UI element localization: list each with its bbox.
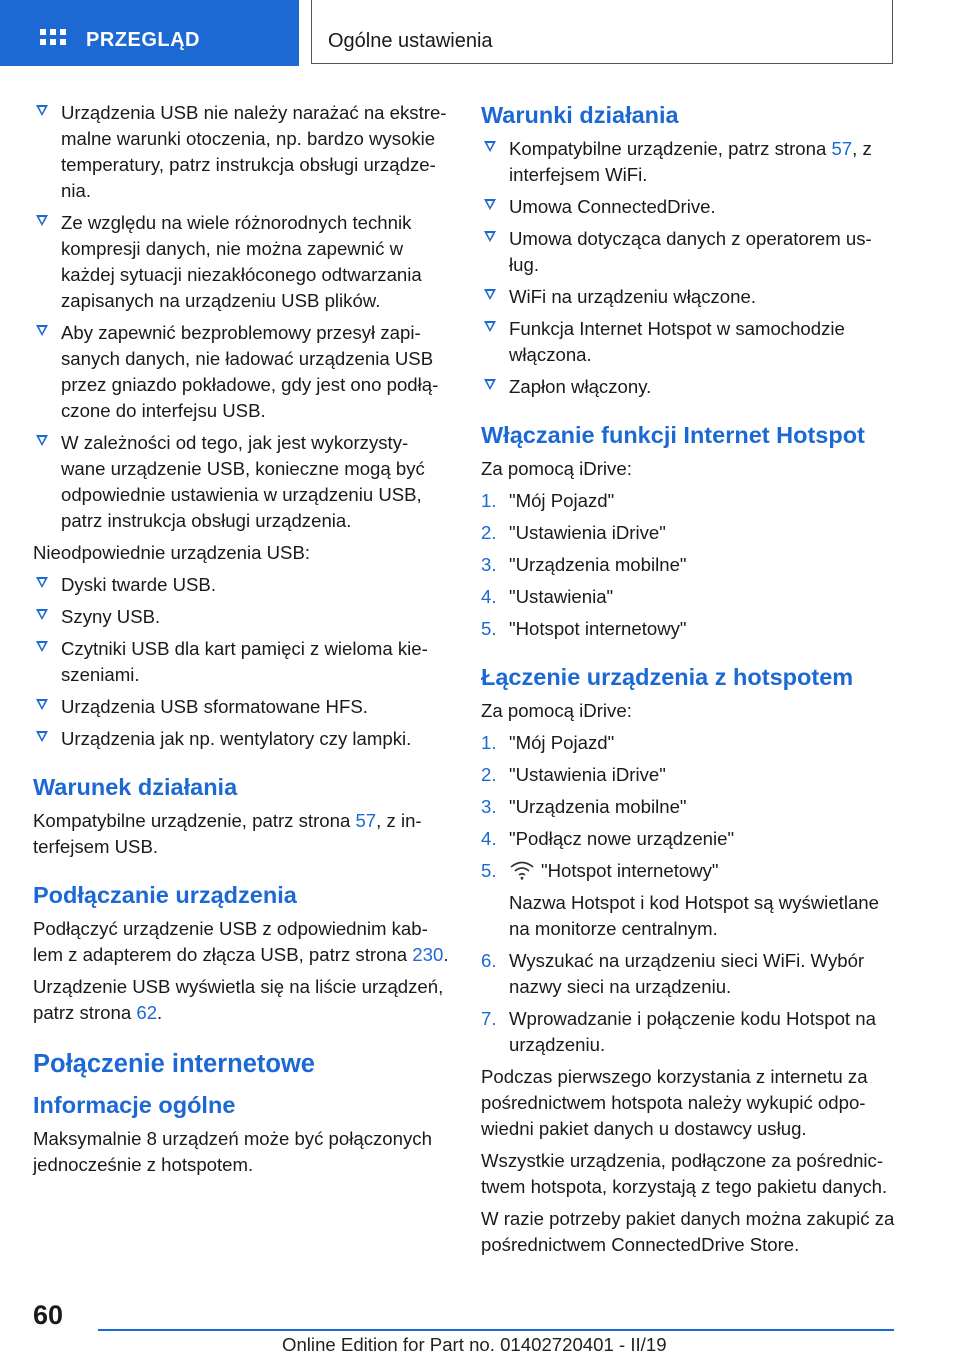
tab-section-label: Ogólne ustawienia bbox=[328, 30, 493, 52]
triangle-bullet-icon bbox=[484, 321, 496, 332]
list-item: Funkcja Internet Hotspot w samochodzie włączona. bbox=[481, 316, 901, 368]
step-item: 5. "Hotspot internetowy" bbox=[481, 618, 687, 639]
tab-section[interactable] bbox=[311, 0, 893, 64]
page-link[interactable]: 62 bbox=[136, 1002, 158, 1023]
section-heading: Podłączanie urządzenia bbox=[33, 882, 297, 908]
step-item: 7. Wprowadzanie i połączenie kodu Hotspot na urządzeniu. bbox=[481, 1008, 876, 1055]
right-column bbox=[481, 100, 901, 1264]
section-heading: Warunki działania bbox=[481, 102, 679, 128]
page-number: 60 bbox=[33, 1300, 64, 1330]
section-heading: Włączanie funkcji Internet Hotspot bbox=[481, 422, 865, 448]
tab-overview-label: PRZEGLĄD bbox=[86, 29, 200, 51]
triangle-bullet-icon bbox=[36, 577, 48, 588]
triangle-bullet-icon bbox=[36, 105, 48, 116]
paragraph: Urządzenie USB wyświetla się na liście urządzeń, patrz strona 62. bbox=[33, 976, 444, 1023]
page-header bbox=[0, 0, 960, 66]
list-item: Urządzenia USB nie należy narażać na ekstre- malne warunki otoczenia, np. bardzo wysokie temperatury, patrz instrukcja obsługi urządze- nia. bbox=[33, 100, 451, 204]
step-item: 3. "Urządzenia mobilne" bbox=[481, 554, 687, 575]
step-item: 2. "Ustawienia iDrive" bbox=[481, 764, 666, 785]
triangle-bullet-icon bbox=[484, 289, 496, 300]
list-item: WiFi na urządzeniu włączone. bbox=[481, 284, 901, 310]
step-item: 1. "Mój Pojazd" bbox=[481, 732, 615, 753]
list-item: Umowa dotycząca danych z operatorem us- ług. bbox=[481, 226, 901, 278]
triangle-bullet-icon bbox=[36, 641, 48, 652]
step-item: 2. "Ustawienia iDrive" bbox=[481, 522, 666, 543]
page-link[interactable]: 57 bbox=[355, 810, 377, 831]
paragraph: Podczas pierwszego korzystania z internetu za pośrednictwem hotspota należy wykupić odpo- wiedni pakiet danych u dostawcy usług. bbox=[481, 1066, 868, 1139]
triangle-bullet-icon bbox=[36, 609, 48, 620]
step-item: 4. "Podłącz nowe urządzenie" bbox=[481, 828, 735, 849]
list-item: Umowa ConnectedDrive. bbox=[481, 194, 901, 220]
list-item: Kompatybilne urządzenie, patrz strona 57, z interfejsem WiFi. bbox=[481, 136, 901, 188]
triangle-bullet-icon bbox=[36, 435, 48, 446]
triangle-bullet-icon bbox=[484, 231, 496, 242]
list-item: Ze względu na wiele różnorodnych technik kompresji danych, nie można zapewnić w każdej sytuacji niezakłóconego odtwarzania zapisanych na urządzeniu USB plików. bbox=[33, 210, 451, 314]
section-heading: Łączenie urządzenia z hotspotem bbox=[481, 664, 854, 690]
section-heading: Warunek działania bbox=[33, 774, 238, 800]
grid-icon bbox=[40, 29, 68, 51]
paragraph: Za pomocą iDrive: bbox=[481, 458, 632, 479]
list-item: Dyski twarde USB. bbox=[33, 572, 451, 598]
section-heading: Informacje ogólne bbox=[33, 1092, 236, 1118]
step-item: 4. "Ustawienia" bbox=[481, 586, 614, 607]
triangle-bullet-icon bbox=[36, 731, 48, 742]
step-item: 5. "Hotspot internetowy" bbox=[481, 860, 719, 881]
paragraph: Maksymalnie 8 urządzeń może być połączonych jednocześnie z hotspotem. bbox=[33, 1128, 432, 1175]
chapter-heading: Połączenie internetowe bbox=[33, 1050, 315, 1078]
list-item: Urządzenia USB sformatowane HFS. bbox=[33, 694, 451, 720]
unsuitable-intro: Nieodpowiednie urządzenia USB: bbox=[33, 542, 311, 563]
paragraph: W razie potrzeby pakiet danych można zakupić za pośrednictwem ConnectedDrive Store. bbox=[481, 1208, 895, 1255]
triangle-bullet-icon bbox=[484, 379, 496, 390]
paragraph: Podłączyć urządzenie USB z odpowiednim kab- lem z adapterem do złącza USB, patrz strona 230. bbox=[33, 918, 449, 965]
list-item: Urządzenia jak np. wentylatory czy lampki. bbox=[33, 726, 451, 752]
paragraph: Wszystkie urządzenia, podłączone za pośrednic- twem hotspota, korzystają z tego pakietu danych. bbox=[481, 1150, 888, 1197]
triangle-bullet-icon bbox=[36, 325, 48, 336]
paragraph: Kompatybilne urządzenie, patrz strona 57, z in- terfejsem USB. bbox=[33, 810, 422, 857]
step-item: 3. "Urządzenia mobilne" bbox=[481, 796, 687, 817]
list-item: Aby zapewnić bezproblemowy przesył zapi- sanych danych, nie ładować urządzenia USB przez gniazdo pokładowe, gdy jest ono podłą- czone do interfejsu USB. bbox=[33, 320, 451, 424]
triangle-bullet-icon bbox=[484, 141, 496, 152]
step-note: Nazwa Hotspot i kod Hotspot są wyświetlane na monitorze centralnym. bbox=[509, 892, 879, 939]
edition-text: Online Edition for Part no. 01402720401 - II/19 bbox=[282, 1334, 667, 1355]
paragraph: Za pomocą iDrive: bbox=[481, 700, 632, 721]
page-link[interactable]: 230 bbox=[412, 944, 444, 965]
step-item: 6. Wyszukać na urządzeniu sieci WiFi. Wybór nazwy sieci na urządzeniu. bbox=[481, 950, 865, 997]
left-column bbox=[33, 100, 451, 1184]
tab-overview[interactable] bbox=[0, 0, 299, 66]
list-item: Czytniki USB dla kart pamięci z wieloma kie- szeniami. bbox=[33, 636, 451, 688]
list-item: Zapłon włączony. bbox=[481, 374, 901, 400]
step-item: 1. "Mój Pojazd" bbox=[481, 490, 615, 511]
triangle-bullet-icon bbox=[36, 215, 48, 226]
list-item: Szyny USB. bbox=[33, 604, 451, 630]
list-item: W zależności od tego, jak jest wykorzysty- wane urządzenie USB, konieczne mogą być odpowiednie ustawienia w urządzeniu USB, patrz instrukcja obsługi urządzenia. bbox=[33, 430, 451, 534]
footer-divider bbox=[98, 1329, 894, 1331]
page-link[interactable]: 57 bbox=[831, 138, 853, 159]
triangle-bullet-icon bbox=[484, 199, 496, 210]
triangle-bullet-icon bbox=[36, 699, 48, 710]
wifi-icon bbox=[509, 860, 535, 880]
